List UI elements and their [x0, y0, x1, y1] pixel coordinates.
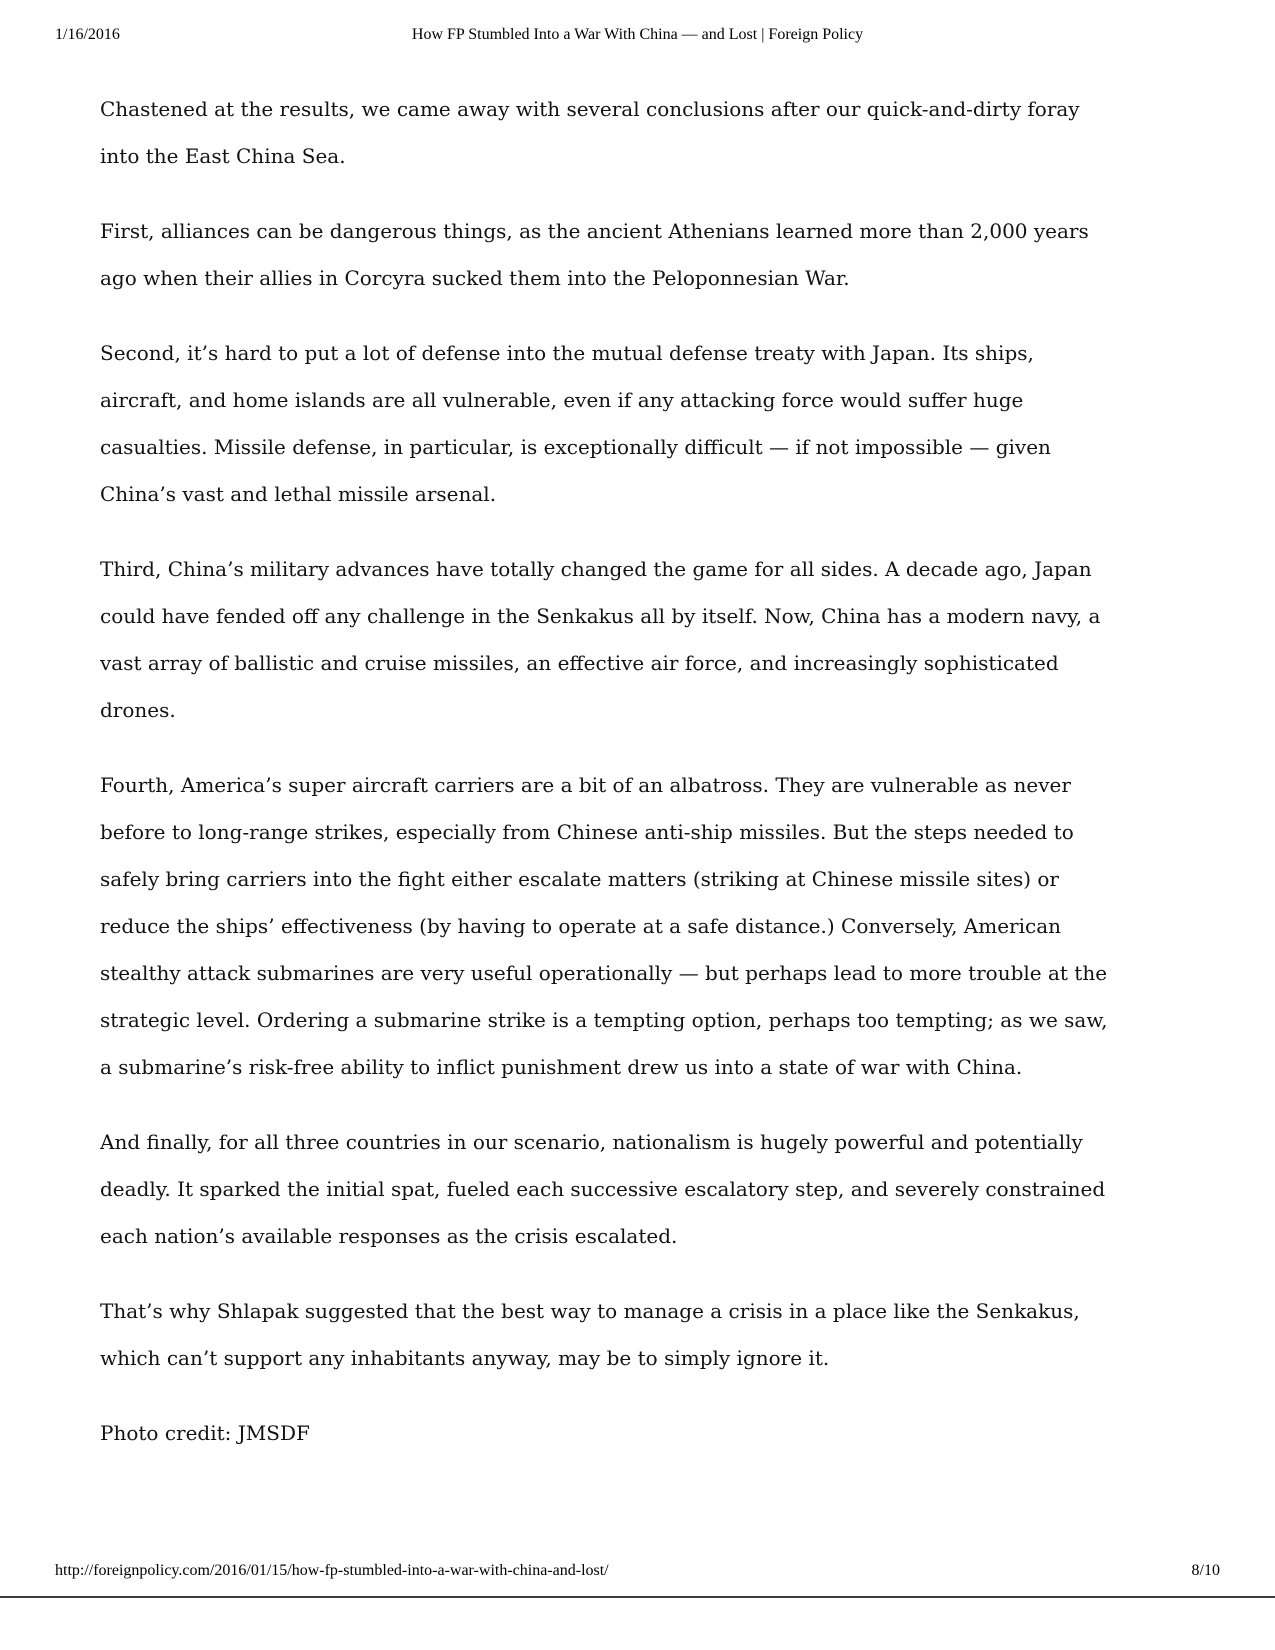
- print-date: 1/16/2016: [55, 26, 120, 43]
- article-paragraph: Fourth, America’s super aircraft carriers are a bit of an albatross. They are vulnerable as never before to long-range strikes, especially from Chinese anti-ship missiles. But the steps needed to safely bring carriers into the fight either escalate matters (striking at Chinese missile sites) or reduce the ships’ effectiveness (by having to operate at a safe distance.) Conversely, American stealthy attack submarines are very useful operationally — but perhaps lead to more trouble at the strategic level. Ordering a submarine strike is a tempting option, perhaps too tempting; as we saw, a submarine’s risk-free ability to inflict punishment drew us into a state of war with China.: [100, 773, 1108, 1079]
- article-paragraph: Second, it’s hard to put a lot of defense into the mutual defense treaty with Japan. Its ships, aircraft, and home islands are all vulnerable, even if any attacking force would suffer huge casualties. Missile defense, in particular, is exceptionally difficult — if not impossible — given China’s vast and lethal missile arsenal.: [100, 341, 1051, 506]
- page-boundary-line: [0, 1596, 1275, 1598]
- print-header: [0, 26, 1275, 48]
- print-title: How FP Stumbled Into a War With China — and Lost | Foreign Policy: [411, 26, 864, 43]
- article-paragraph: Chastened at the results, we came away with several conclusions after our quick-and-dirty foray into the East China Sea.: [100, 97, 1080, 168]
- article-paragraph: Third, China’s military advances have totally changed the game for all sides. A decade ago, Japan could have fended off any challenge in the Senkakus all by itself. Now, China has a modern navy, a vast array of ballistic and cruise missiles, an effective air force, and increasingly sophisticated drones.: [100, 557, 1101, 722]
- article-body: [100, 86, 1115, 1485]
- article-paragraph photo-credit: Photo credit: JMSDF: [100, 1421, 310, 1445]
- source-url: http://foreignpolicy.com/2016/01/15/how-fp-stumbled-into-a-war-with-china-and-lost/: [55, 1562, 609, 1579]
- article-paragraph: That’s why Shlapak suggested that the best way to manage a crisis in a place like the Senkakus, which can’t support any inhabitants anyway, may be to simply ignore it.: [100, 1299, 1080, 1370]
- article-paragraph: First, alliances can be dangerous things, as the ancient Athenians learned more than 2,000 years ago when their allies in Corcyra sucked them into the Peloponnesian War.: [100, 219, 1089, 290]
- article-paragraph: And finally, for all three countries in our scenario, nationalism is hugely powerful and potentially deadly. It sparked the initial spat, fueled each successive escalatory step, and severely constrained each nation’s available responses as the crisis escalated.: [100, 1130, 1106, 1248]
- page-number: 8/10: [1191, 1562, 1220, 1579]
- print-footer: [55, 1562, 1220, 1580]
